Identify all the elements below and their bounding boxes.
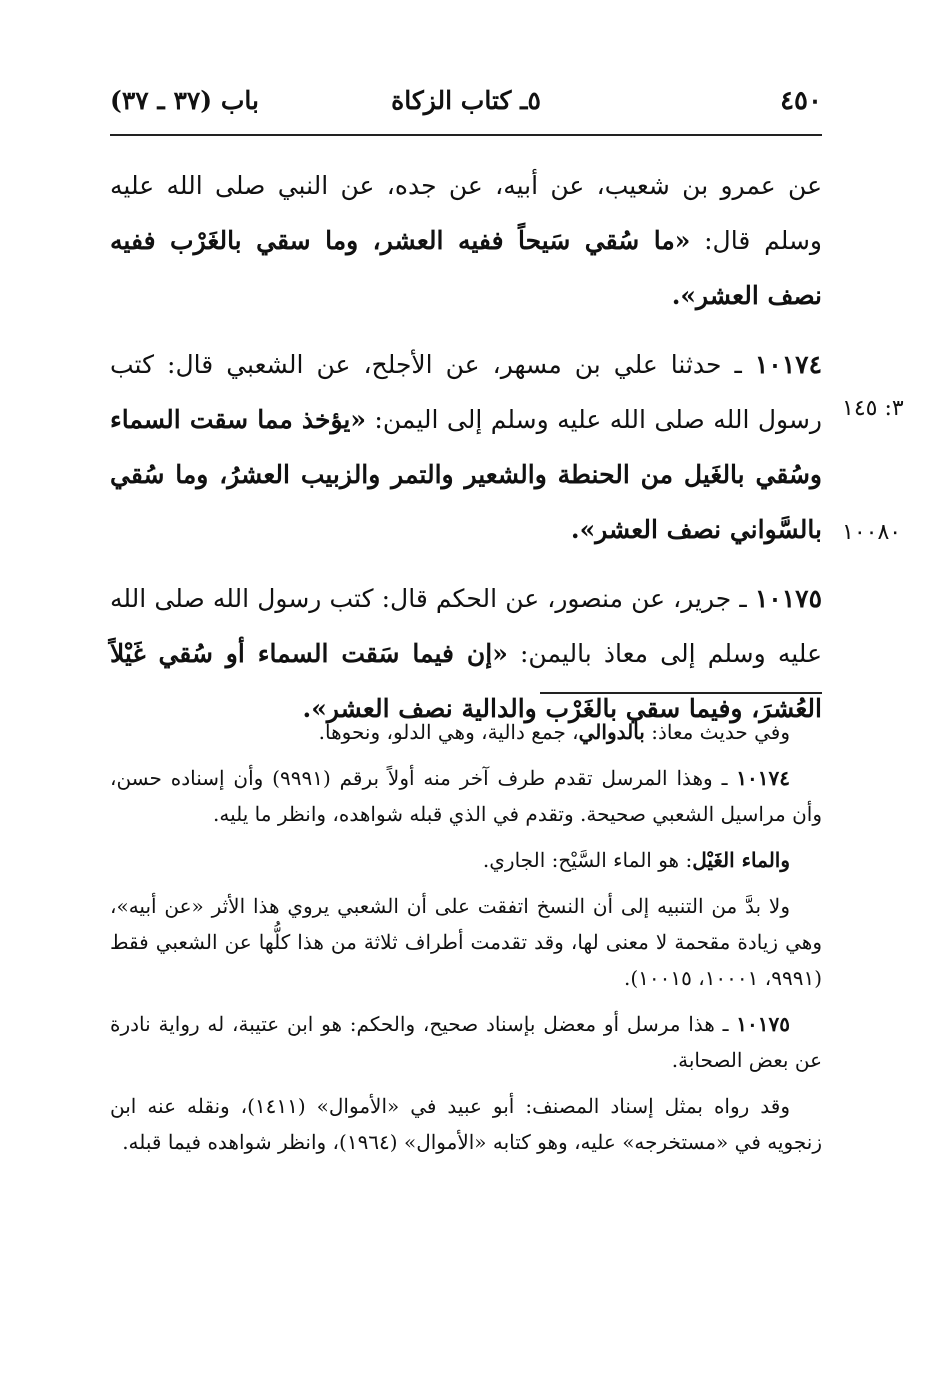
hadith-10174: [110, 337, 822, 557]
note-text: ـ هذا مرسل أو معضل بإسناد صحيح، والحكم: هو ابن عتيبة، له رواية نادرة عن بعض الصحابة.: [110, 1012, 822, 1072]
hadith-number: ١٠١٧٥: [754, 584, 822, 613]
page-number: ٤٥٠: [780, 86, 822, 116]
header-divider: [110, 134, 822, 136]
isnad-text: عن عمرو بن شعيب، عن أبيه، عن جده، عن النبي صلى الله عليه وسلم: [110, 171, 822, 255]
note-number: ١٠١٧٤: [736, 766, 790, 790]
note: [110, 714, 822, 750]
hadith-number: ١٠١٧٤: [754, 350, 822, 379]
book-title: ٥ـ كتاب الزكاة: [391, 86, 541, 115]
footnote-divider: [540, 692, 822, 694]
note-text: ـ وهذا المرسل تقدم طرف آخر منه أولاً برقم (٩٩٩١) وأن إسناده حسن، وأن مراسيل الشعبي صحيحة. وتقدم في الذي قبله شواهده، وانظر ما يليه.: [110, 766, 822, 826]
chapter-label: باب (٣٧ ـ ٣٧): [110, 86, 259, 115]
note-10174: [110, 760, 822, 832]
hadith-matn: «ما سُقي سَيحاً ففيه العشر، وما سقي بالغَرْب ففيه نصف العشر».: [110, 226, 822, 310]
note-number: ١٠١٧٥: [736, 1012, 790, 1036]
note-text: : هو الماء السَّيْح: الجاري.: [482, 848, 693, 872]
note-text: ، جمع دالية، وهي الدلو، ونحوها.: [318, 720, 579, 744]
note: [110, 842, 822, 878]
intro-text: قال:: [690, 226, 751, 255]
note-text: وفي حديث معاذ:: [644, 720, 790, 744]
footnotes: [110, 714, 822, 1170]
main-text: [110, 158, 822, 736]
hadith-10175: [110, 571, 822, 736]
note: ولا بدَّ من التنبيه إلى أن النسخ اتفقت على أن الشعبي يروي هذا الأثر «عن أبيه»، وهي زيادة مقحمة لا معنى لها، وقد تقدمت أطراف ثلاثة من هذا كلُّها عن الشعبي فقط (٩٩٩١، ١٠٠٠١، ١٠٠١٥).: [110, 894, 822, 990]
note: وقد رواه بمثل إسناد المصنف: أبو عبيد في «الأموال» (١٤١١)، ونقله عنه ابن زنجويه في «مستخرجه» عليه، وهو كتابه «الأموال» (١٩٦٤)، وانظر شواهده فيما قبله.: [110, 1094, 822, 1154]
margin-reference: ٣: ١٤٥: [842, 396, 904, 421]
hadith-matn: «يؤخذ مما سقت السماء وسُقي بالغَيل من الحنطة والشعير والتمر والزبيب العشرُ، وما سُقي بالسَّواني نصف العشر».: [110, 405, 822, 544]
isnad-text: ـ جرير، عن منصور، عن الحكم قال: كتب رسول الله صلى الله عليه وسلم إلى معاذ باليمن:: [110, 584, 822, 668]
margin-reference: ١٠٠٨٠: [842, 520, 902, 545]
note-10175: [110, 1006, 822, 1078]
hadith-continuation: [110, 158, 822, 323]
note-term: والماء الغَيْل: [692, 848, 790, 872]
running-header: [110, 86, 822, 126]
isnad-text: ـ حدثنا علي بن مسهر، عن الأجلح، عن الشعبي قال: كتب رسول الله صلى الله عليه وسلم إلى اليمن:: [110, 350, 822, 434]
hadith-matn: «إن فيما سَقت السماء أو سُقي غَيْلاً العُشرَ، وفيما سقي بالغَرْب والدالية نصف العشر».: [110, 639, 822, 723]
note-term: بالدوالي: [578, 720, 645, 744]
